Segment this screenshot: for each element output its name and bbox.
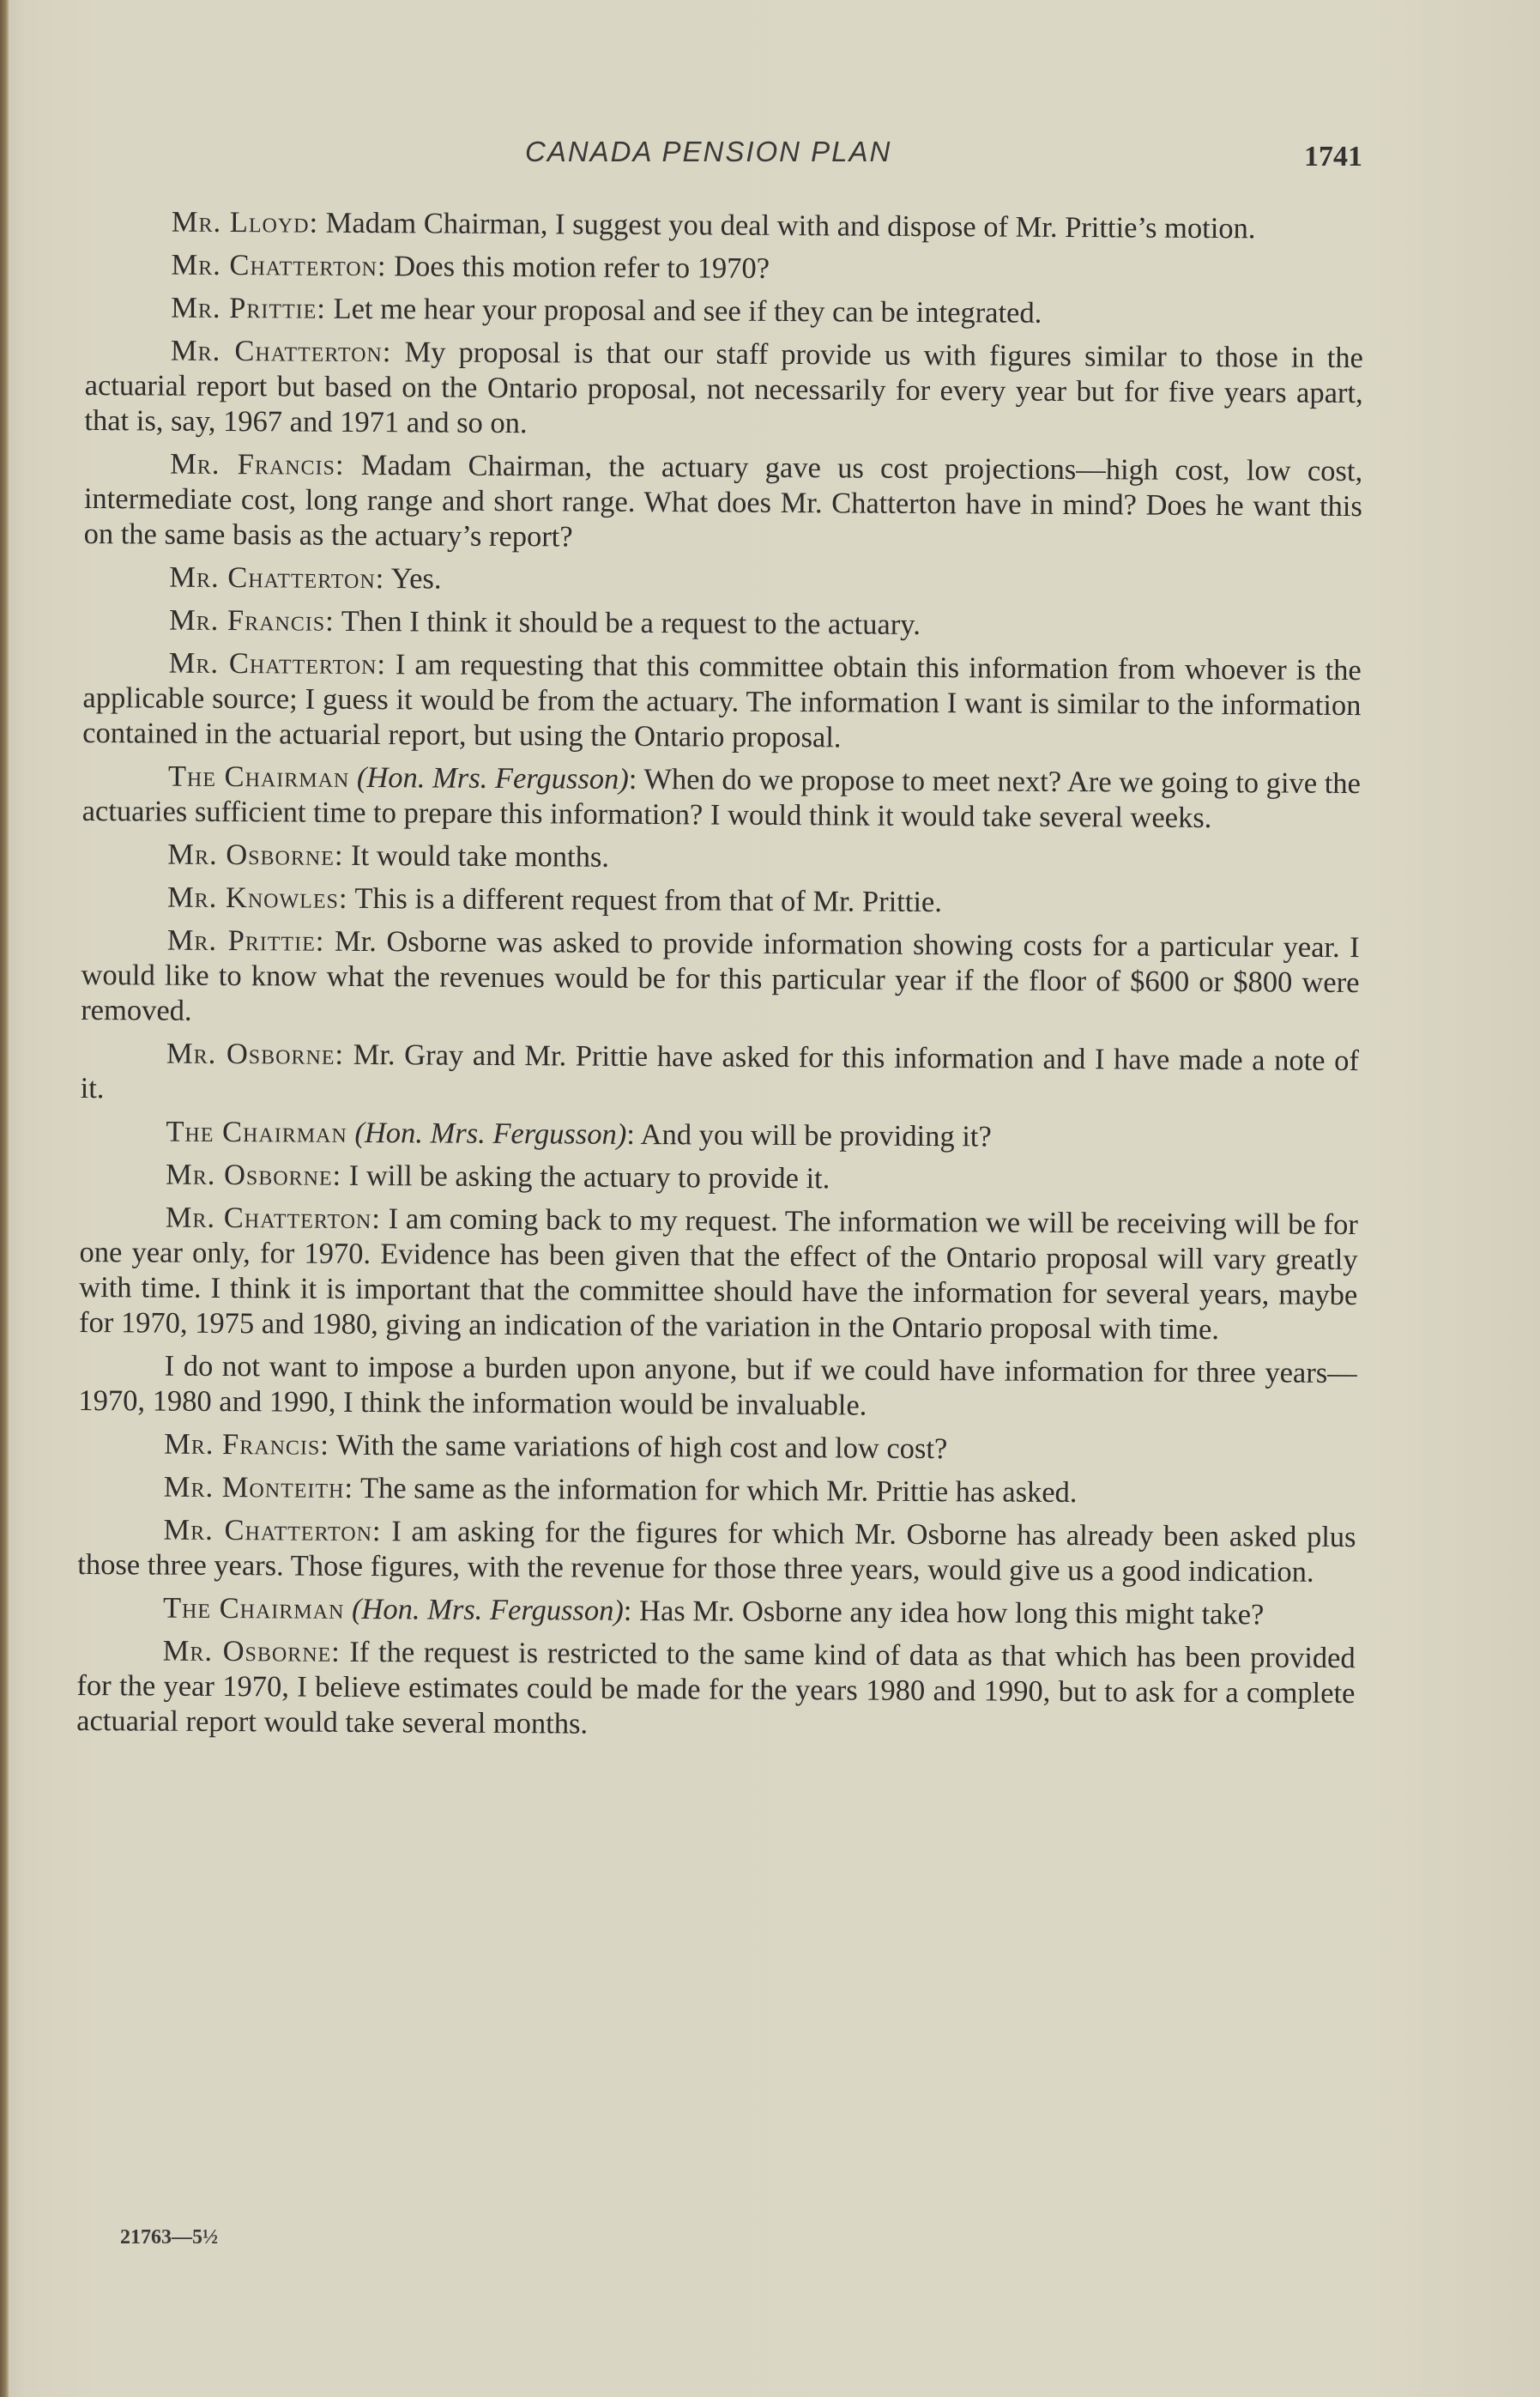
- speaker-name: Mr. Chatterton:: [171, 248, 387, 283]
- speaker-colon: :: [623, 1594, 632, 1627]
- page-number: 1741: [1304, 141, 1362, 173]
- transcript-paragraph: [80, 1114, 1358, 1157]
- speech-text: And you will be providing it?: [640, 1117, 992, 1153]
- transcript-body: [76, 204, 1364, 1754]
- speech-text: I will be asking the actuary to provide it.: [348, 1159, 830, 1195]
- transcript-paragraph: [82, 880, 1360, 923]
- transcript-paragraph: [82, 837, 1360, 880]
- speaker-name: Mr. Prittie:: [166, 923, 325, 958]
- speaker-name: The Chairman: [167, 760, 350, 794]
- transcript-paragraph: [85, 290, 1363, 333]
- binding-edge: [0, 0, 9, 2397]
- speaker-name: Mr. Lloyd:: [171, 205, 319, 239]
- speaker-name: Mr. Francis:: [168, 603, 335, 638]
- speaker-name: Mr. Prittie:: [171, 291, 327, 325]
- speaker-title: (Hon. Mrs. Fergusson): [351, 1592, 624, 1627]
- speaker-name: The Chairman: [166, 1115, 347, 1149]
- transcript-paragraph: [81, 923, 1360, 1036]
- speech-text: I do not want to impose a burden upon anyone, but if we could have information for three years—1970, 1980 and 1990, I think the information would be invaluable.: [78, 1349, 1357, 1422]
- speaker-name: Mr. Chatterton:: [170, 334, 392, 369]
- transcript-paragraph: [80, 1157, 1358, 1200]
- speech-text: It would take months.: [351, 838, 610, 874]
- speaker-title: (Hon. Mrs. Fergusson): [354, 1116, 627, 1151]
- speech-text: This is a different request from that of Mr. Prittie.: [354, 881, 943, 919]
- running-head: [0, 136, 1540, 179]
- speech-text: I am coming back to my request. The information we will be receiving will be for one year only, for 1970. Evidence has been given that the effect of the Ontario proposal will vary greatly with time. I think it is important that the committee should have the information for several years, maybe for 1970, 1975 and 1980, giving an indication of the variation in the Ontario proposal with time.: [78, 1202, 1358, 1347]
- print-code: 21763—5½: [120, 2226, 218, 2249]
- speech-text: Mr. Osborne was asked to provide information showing costs for a particular year. I would like to know what the revenues would be for this particular year if the floor of $600 or $800 were removed.: [81, 924, 1360, 1027]
- speech-text: Then I think it should be a request to the actuary.: [341, 604, 921, 641]
- speaker-name: Mr. Osborne:: [165, 1158, 342, 1192]
- transcript-paragraph: [77, 1512, 1356, 1590]
- speaker-colon: :: [626, 1117, 635, 1151]
- transcript-paragraph: [81, 1036, 1359, 1114]
- transcript-paragraph: [86, 204, 1364, 247]
- transcript-paragraph: [85, 247, 1363, 290]
- speaker-colon: :: [628, 762, 637, 796]
- speech-text: When do we propose to meet next? Are we going to give the actuaries sufficient time to prepare this information? I would think it would take several weeks.: [82, 762, 1362, 835]
- speech-text: Does this motion refer to 1970?: [394, 250, 770, 285]
- speech-text: Has Mr. Osborne any idea how long this might take?: [638, 1594, 1265, 1631]
- transcript-paragraph: [82, 645, 1362, 759]
- transcript-paragraph: [78, 1469, 1356, 1512]
- speaker-name: Mr. Chatterton:: [163, 1513, 382, 1548]
- transcript-paragraph: [84, 446, 1363, 560]
- speaker-name: Mr. Chatterton:: [168, 646, 387, 681]
- speaker-name: Mr. Knowles:: [166, 881, 348, 915]
- speech-text: Let me hear your proposal and see if they can be integrated.: [333, 292, 1042, 330]
- transcript-paragraph: [83, 560, 1362, 602]
- speech-text: Yes.: [390, 562, 442, 596]
- speaker-name: Mr. Monteith:: [163, 1470, 354, 1504]
- transcript-paragraph: [78, 1426, 1356, 1469]
- speaker-name: Mr. Francis:: [170, 447, 345, 481]
- speaker-title: (Hon. Mrs. Fergusson): [356, 760, 629, 796]
- transcript-paragraph: [82, 759, 1361, 837]
- speech-text: Mr. Gray and Mr. Prittie have asked for this information and I have made a note of it.: [80, 1038, 1360, 1105]
- speech-text: The same as the information for which Mr. Prittie has asked.: [359, 1471, 1078, 1510]
- speech-text: If the request is restricted to the same kind of data as that which has been provided for the year 1970, I believe estimates could be made for the years 1980 and 1990, but to ask for a complete actuarial report would take several months.: [76, 1635, 1356, 1740]
- speaker-name: Mr. Osborne:: [162, 1634, 341, 1668]
- speech-text: I am asking for the figures for which Mr. Osborne has already been asked plus those three years. Those figures, with the revenue for those three years, would give us a good indication.: [77, 1515, 1356, 1589]
- speaker-name: Mr. Osborne:: [166, 1037, 345, 1071]
- speech-text: My proposal is that our staff provide us with figures similar to those in the actuarial report but based on the Ontario proposal, not necessarily for every year but for five years apart, that is, say, 1967 and 1971 and so on.: [84, 336, 1364, 440]
- transcript-paragraph: [77, 1590, 1356, 1633]
- speech-text: I am requesting that this committee obtain this information from whoever is the applicable source; I guess it would be from the actuary. The information I want is similar to the information contained in the actuarial report, but using the Ontario proposal.: [82, 648, 1362, 754]
- transcript-paragraph: [78, 1348, 1356, 1426]
- speaker-name: Mr. Francis:: [164, 1427, 330, 1462]
- speech-text: With the same variations of high cost and low cost?: [335, 1428, 948, 1466]
- transcript-paragraph: [79, 1200, 1358, 1348]
- transcript-paragraph: [84, 333, 1363, 446]
- speech-text: Madam Chairman, the actuary gave us cost projections—high cost, low cost, intermediate cost, long range and short range. What does Mr. Chatterton have in mind? Does he want this on the same basis as the actuary’s report?: [83, 448, 1363, 554]
- speaker-name: Mr. Chatterton:: [165, 1201, 382, 1236]
- transcript-paragraph: [76, 1633, 1356, 1746]
- speaker-name: Mr. Chatterton:: [169, 560, 385, 596]
- speech-text: Madam Chairman, I suggest you deal with and dispose of Mr. Prittie’s motion.: [325, 206, 1256, 245]
- speaker-name: The Chairman: [162, 1591, 345, 1625]
- transcript-paragraph: [83, 602, 1362, 645]
- speaker-name: Mr. Osborne:: [167, 838, 344, 872]
- running-title: CANADA PENSION PLAN: [525, 136, 892, 167]
